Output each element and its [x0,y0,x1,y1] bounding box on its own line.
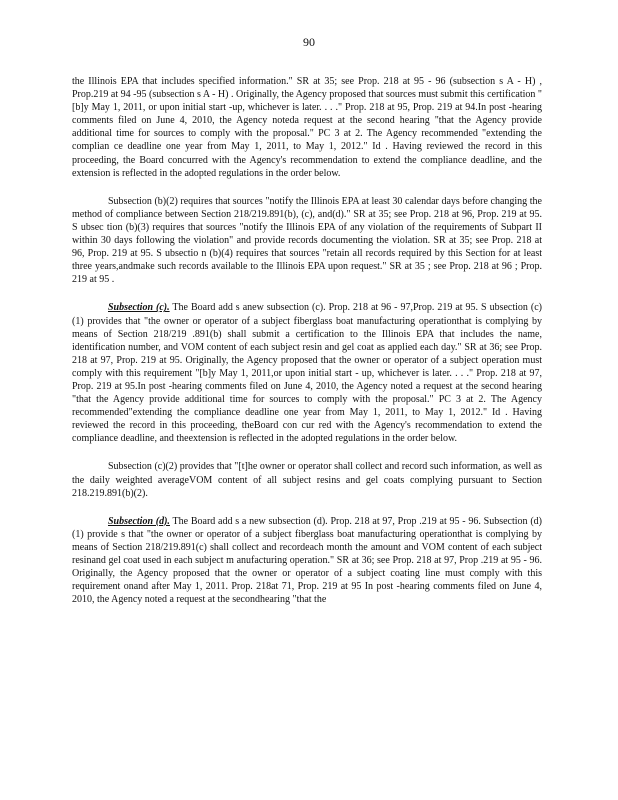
paragraph-4: Subsection (c)(2) provides that "[t]he owner or operator shall collect and record such information, as well as the daily weighted averageVOM content of all subject resins and gel coats complying pursuant to Section 218.219.891(b)(2). [72,461,542,499]
paragraph-3 [72,301,542,445]
paragraph-5 [72,515,542,607]
paragraph-3-text: The Board add s anew subsection (c). Prop. 218 at 96 - 97,Prop. 219 at 95. S ubsection (c)(1) provides that "the owner or operator of a subject fiberglass boat manufacturing operationthat is complying by means of Section 218/219 .891(b) shall submit a certification to the Illinois EPA that includes the name, identification number, and VOM content of each subject resin and gel coat as applied each day." SR at 36; see Prop. 218 at 97, Prop. 219 at 95. Originally, the Agency proposed that the owner or operator of a subject operation must comply with this requirement "[b]y May 1, 2011,or upon initial start - up, whichever is later. . . ." Prop. 218 at 97, Prop. 219 at 95.In post -hearing comments filed on June 4, 2010, the Agency noted a request at the second hearing "that the Agency provide additional time for sources to comply with the proposal." PC 3 at 2. The Agency recommended"extending the compliance deadline one year from May 1, 2011, to May 1, 2012." Id . Having reviewed the record in this proceeding, theBoard con cur red with the Agency's recommendation to extend the compliance deadline, and theextension is reflected in the adopted regulations in the order below. [72,302,542,445]
document-body [72,75,542,621]
page-number: 90 [303,35,315,49]
subsection-d-heading: Subsection (d). [108,515,170,527]
paragraph-5-text: The Board add s a new subsection (d). Prop. 218 at 97, Prop .219 at 95 - 96. Subsection (d)(1) provide s that "the owner or operator of a subject fiberglass boat manufacturing operationthat is complying by means of Section 218/219.891(c) shall collect and recordeach month the amount and VOM content of each subject resinand gel coat used in each subject m anufacturing operation." SR at 36; see Prop. 218 at 97, Prop .219 at 95 - 96. Originally, the Agency proposed that the owner or operator of a subject coating line must comply with this requirement onand after May 1, 2011. Prop. 218at 71, Prop. 219 at 95 In post -hearing comments filed on June 4, 2010, the Agency noted a request at the secondhearing "that the [72,515,542,606]
paragraph-1: the Illinois EPA that includes specified information." SR at 35; see Prop. 218 at 95 - 96 (subsection s A - H) , Prop.219 at 94 -95 (subsection s A - H) . Originally, the Agency proposed that sources must submit this certification "[b]y May 1, 2011, or upon initial start -up, whichever is later. . . ." Prop. 218 at 95, Prop. 219 at 94.In post -hearing comments filed on June 4, 2010, the Agency noteda request at the second hearing "that the Agency provide additional time for sources to comply with the proposal." PC 3 at 2. The Agency recommended "extending the complian ce deadline one year from May 1, 2011, to May 1, 2012." Id . Having reviewed the record in this proceeding, the Board concurred with the Agency's recommendation to extend the compliance deadline, and the extension is reflected in the adopted regulations in the order below. [72,76,542,179]
paragraph-2: Subsection (b)(2) requires that sources "notify the Illinois EPA at least 30 calendar days before changing the method of compliance between Section 218/219.891(b), (c), and(d)." SR at 35; see Prop. 218 at 96, Prop. 219 at 95. S ubsec tion (b)(3) requires that sources "notify the Illinois EPA of any violation of the requirements of Subpart II within 30 days following the violation" and provide records documenting the violation. SR at 35; see Prop. 218 at 96, Prop. 219 at 95. S ubsectio n (b)(4) requires that sources "retain all records required by this Section for at least three years,andmake such records available to the Illinois EPA upon request." SR at 35 ; see Prop. 218 at 96 ; Prop. 219 at 95 . [72,195,542,286]
subsection-c-heading: Subsection (c). [108,302,170,314]
